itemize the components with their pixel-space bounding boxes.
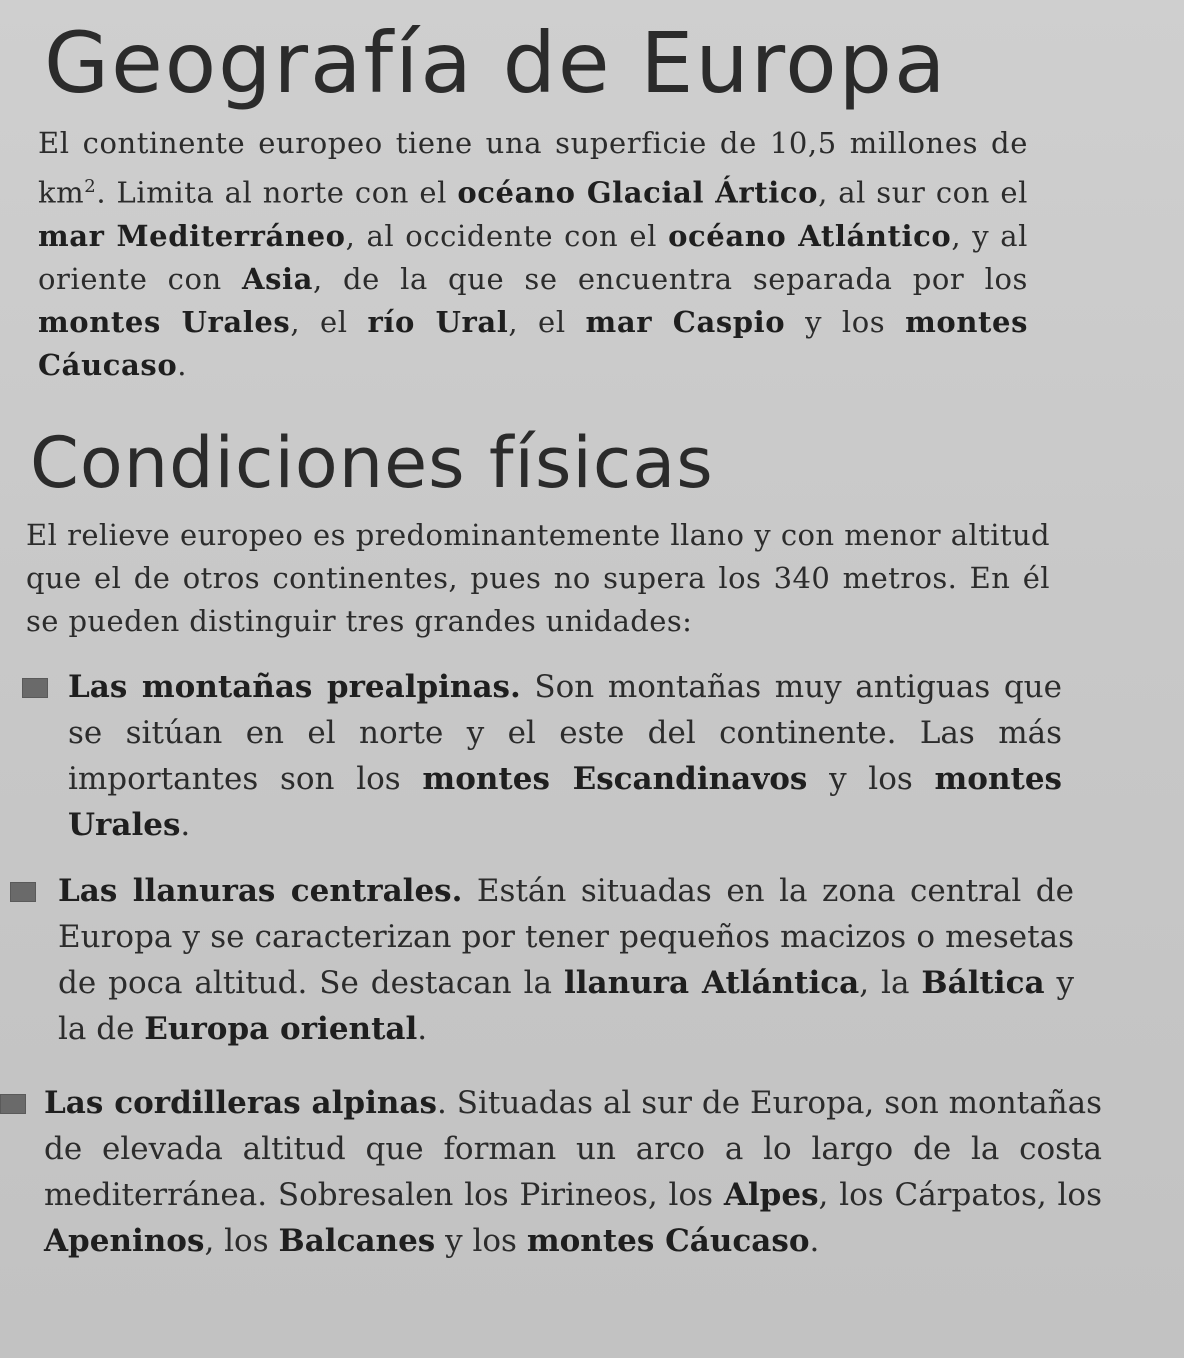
intro-text: . (177, 347, 188, 382)
unit-item-prealpinas (68, 664, 1062, 848)
bold-term: montes Urales (68, 761, 1063, 843)
intro-text: , y al oriente con (38, 218, 1029, 296)
bold-term: mar Caspio (585, 304, 786, 339)
bold-term: montes Urales (38, 304, 291, 339)
intro-text: , el (290, 304, 368, 339)
intro-text: , al sur con el (818, 175, 1028, 210)
intro-text: , el (508, 304, 586, 339)
unit-text: . (417, 1011, 428, 1047)
bold-term: llanura Atlántica (563, 965, 860, 1001)
bold-term: océano Atlántico (668, 218, 952, 253)
bold-term: montes Cáucaso (526, 1223, 810, 1259)
unit-text: , la (859, 965, 922, 1001)
superscript: 2 (84, 176, 97, 197)
unit-heading: Las llanuras centrales. (58, 873, 463, 909)
bold-term: Europa oriental (144, 1011, 418, 1047)
intro-paragraph (38, 122, 1028, 387)
unit-text: . (180, 807, 191, 843)
intro-text: y los (785, 304, 906, 339)
unit-text: Están situadas en la zona central de Europa y se caracterizan por tener pequeños macizos o mesetas de poca altitud. Se destacan la (58, 873, 1074, 1001)
unit-text: y los (807, 761, 935, 797)
unit-text: . Situadas al sur de Europa, son montañas de elevada altitud que forman un arco a lo largo de la costa mediterránea. Sobresalen los Pirineos, los (44, 1085, 1102, 1213)
bold-term: océano Glacial Ártico (457, 175, 819, 210)
relieve-paragraph: El relieve europeo es predominantemente llano y con menor altitud que el de otros continentes, pues no supera los 340 metros. En él se pueden distinguir tres grandes unidades: (26, 518, 1050, 638)
intro-text: El continente europeo tiene una superficie de 10,5 millones de km (38, 126, 1028, 210)
square-bullet-icon (10, 882, 36, 902)
intro-text: . Limita al norte con el (96, 175, 458, 210)
bold-term: Alpes (723, 1177, 819, 1213)
bold-term: montes Cáucaso (38, 304, 1029, 382)
unit-text: . (809, 1223, 820, 1259)
intro-text: , de la que se encuentra separada por los (313, 261, 1028, 296)
unit-text: Son montañas muy antiguas que se sitúan en el norte y el este del continente. Las más importantes son los (68, 669, 1062, 797)
bold-term: Báltica (921, 965, 1045, 1001)
unit-heading: Las montañas prealpinas. (68, 669, 521, 705)
bold-term: mar Mediterráneo (38, 218, 346, 253)
square-bullet-icon (0, 1094, 26, 1114)
page-title: Geografía de Europa (44, 14, 948, 112)
unit-text: y los (435, 1223, 527, 1259)
unit-text: , los (204, 1223, 279, 1259)
bold-term: Asia (241, 261, 314, 296)
unit-text: , los Cárpatos, los (818, 1177, 1102, 1213)
section-title: Condiciones físicas (30, 422, 714, 504)
unit-item-cordilleras (44, 1080, 1102, 1264)
square-bullet-icon (22, 678, 48, 698)
unit-heading: Las cordilleras alpinas (44, 1085, 437, 1121)
intro-text: , al occidente con el (345, 218, 669, 253)
unit-item-llanuras (58, 868, 1074, 1052)
bold-term: Balcanes (278, 1223, 436, 1259)
bold-term: río Ural (367, 304, 509, 339)
bold-term: montes Escandinavos (422, 761, 808, 797)
unit-text: y la de (58, 965, 1074, 1047)
bold-term: Apeninos (44, 1223, 205, 1259)
